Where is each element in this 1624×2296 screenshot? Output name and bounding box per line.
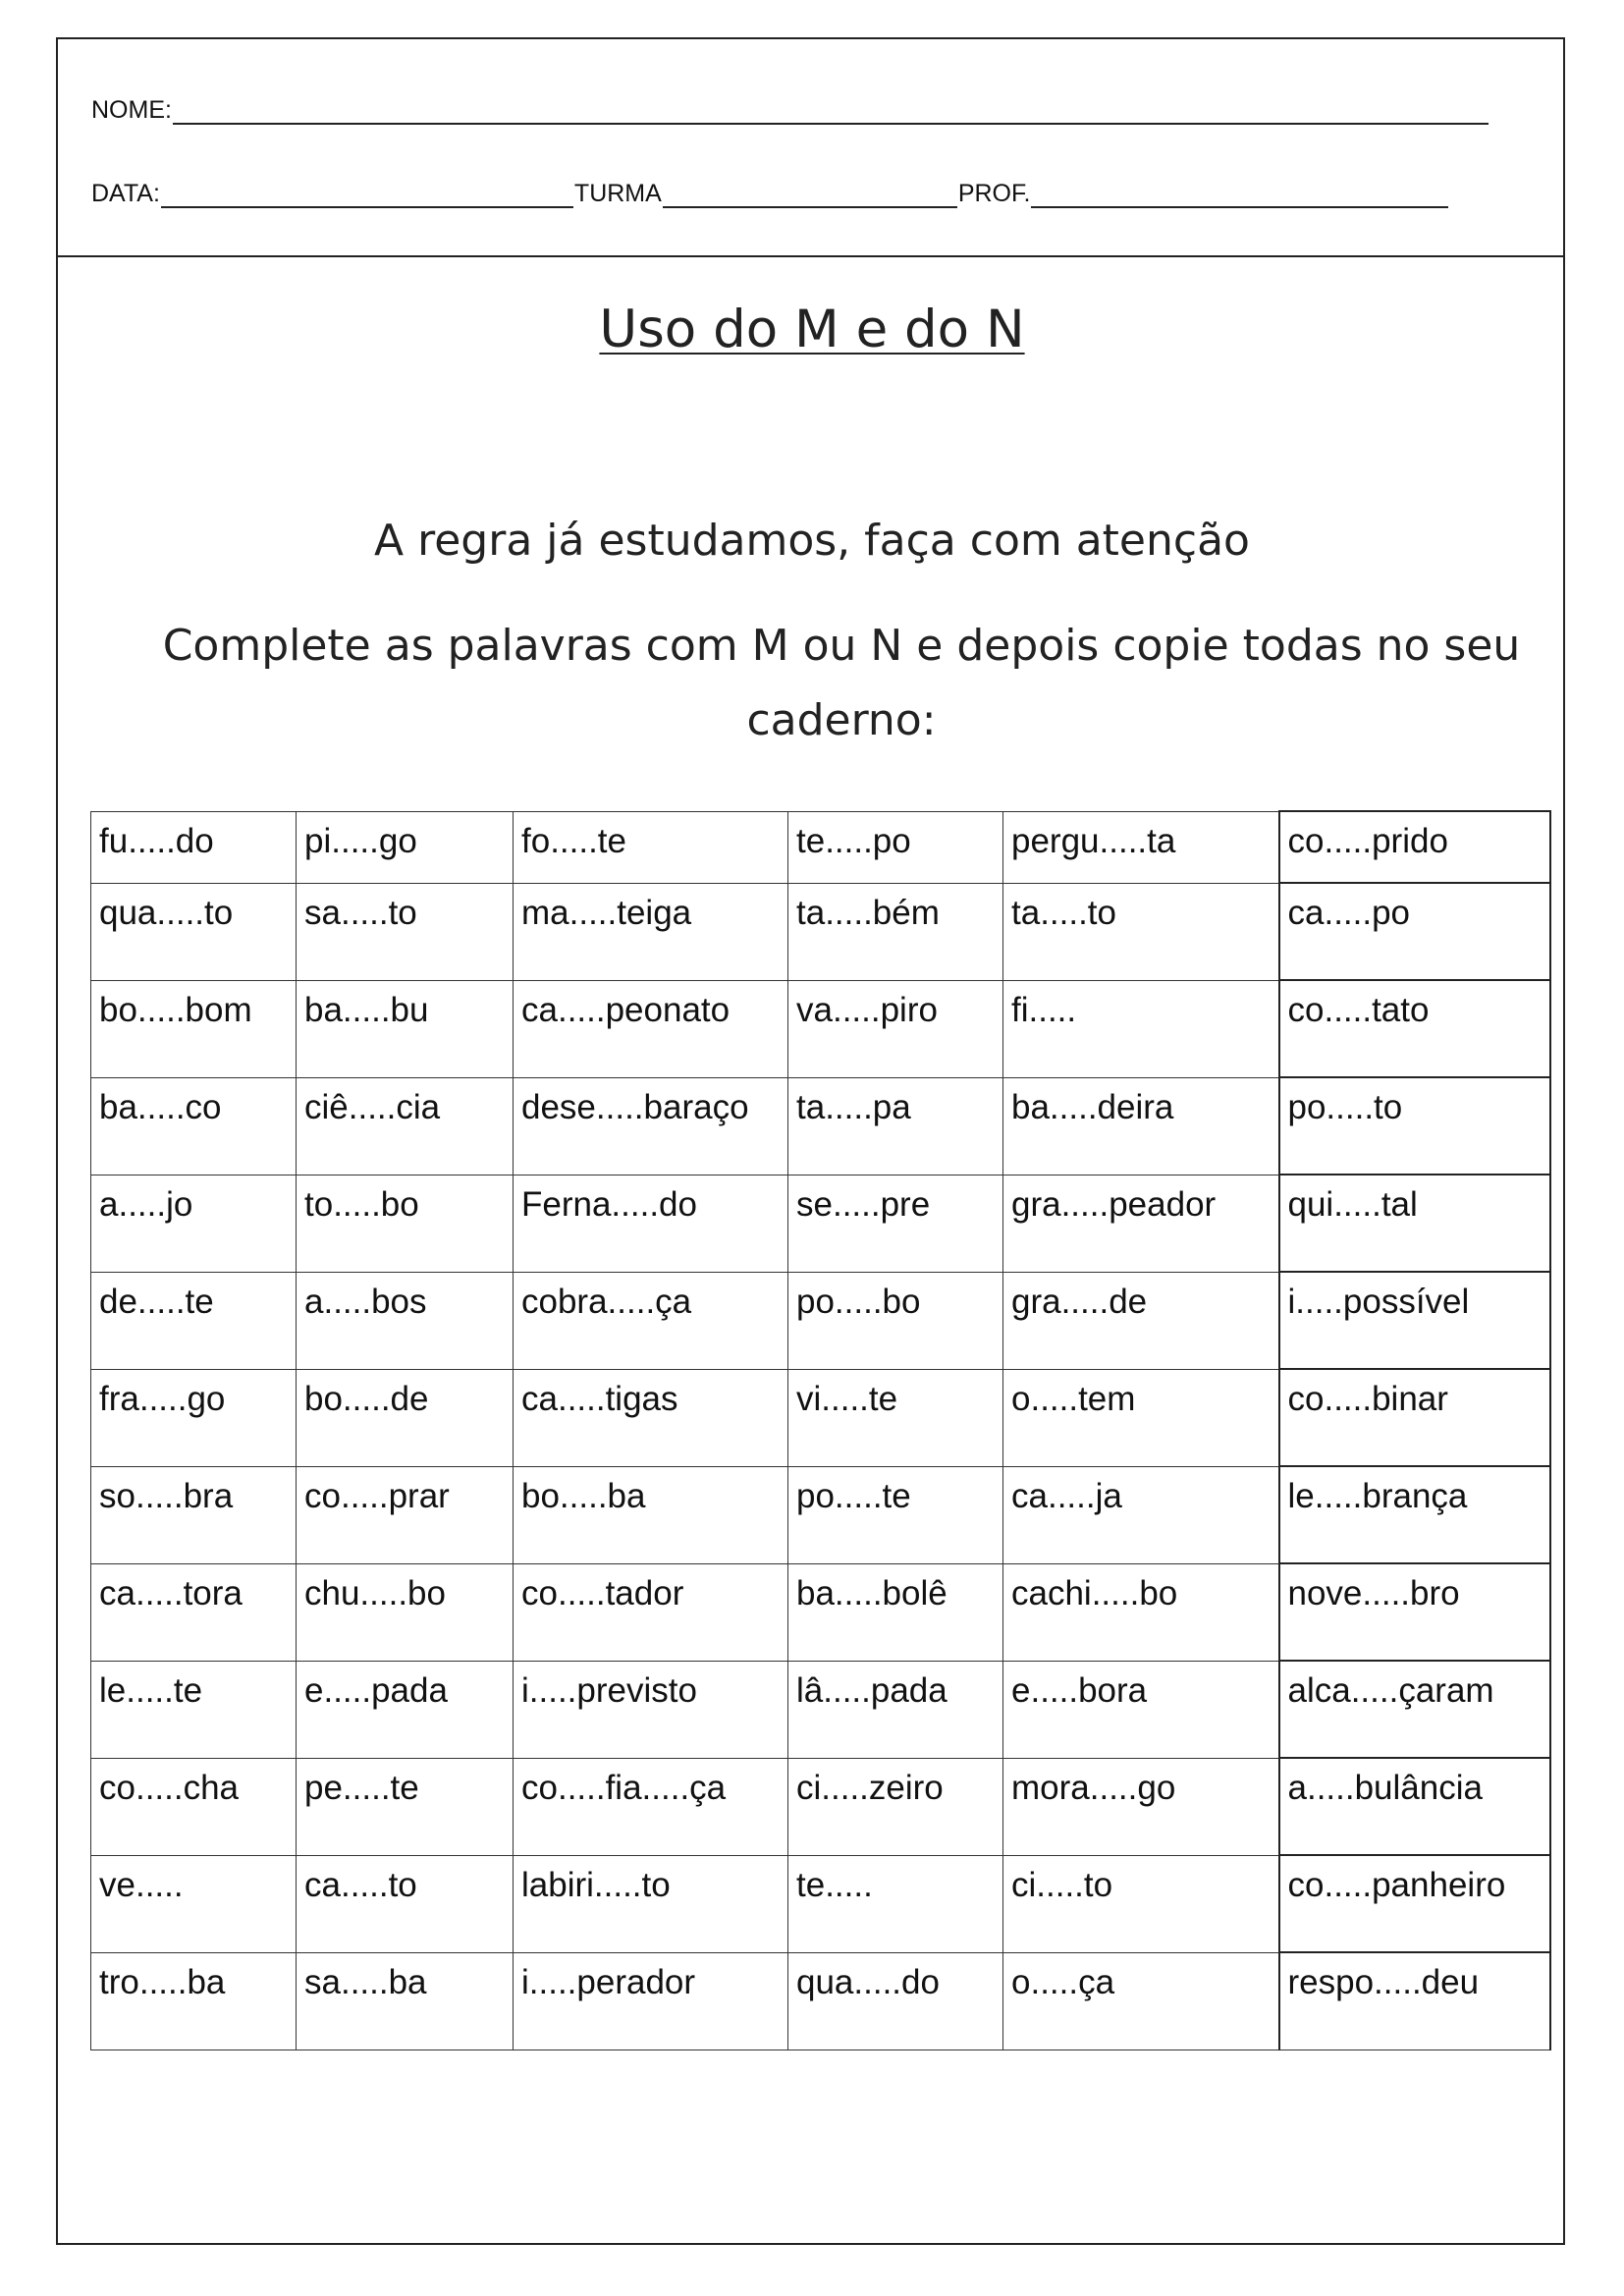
table-row xyxy=(91,1758,1550,1855)
word-cell[interactable]: cobra.....ça xyxy=(514,1272,788,1369)
word-cell[interactable]: Ferna.....do xyxy=(514,1175,788,1272)
table-row xyxy=(91,980,1550,1077)
word-cell[interactable]: fu.....do xyxy=(91,811,297,883)
word-cell[interactable]: qua.....to xyxy=(91,883,297,980)
word-cell[interactable]: ca.....po xyxy=(1279,883,1550,980)
instruction-rule: A regra já estudamos, faça com atenção xyxy=(374,516,1250,566)
word-cell[interactable]: te.....po xyxy=(788,811,1003,883)
word-cell[interactable]: pi.....go xyxy=(297,811,514,883)
word-cell[interactable]: qui.....tal xyxy=(1279,1175,1550,1272)
name-row xyxy=(91,96,1489,125)
word-cell[interactable]: ciê.....cia xyxy=(297,1077,514,1175)
word-cell[interactable]: co.....tador xyxy=(514,1563,788,1661)
word-cell[interactable]: o.....tem xyxy=(1003,1369,1279,1466)
word-cell[interactable]: tro.....ba xyxy=(91,1952,297,2050)
word-cell[interactable]: ma.....teiga xyxy=(514,883,788,980)
table-row xyxy=(91,1855,1550,1952)
name-label: NOME: xyxy=(91,96,172,124)
word-cell[interactable]: va.....piro xyxy=(788,980,1003,1077)
word-cell[interactable]: e.....bora xyxy=(1003,1661,1279,1758)
word-cell[interactable]: ci.....zeiro xyxy=(788,1758,1003,1855)
word-cell[interactable]: co.....panheiro xyxy=(1279,1855,1550,1952)
word-cell[interactable]: sa.....to xyxy=(297,883,514,980)
word-cell[interactable]: alca.....çaram xyxy=(1279,1661,1550,1758)
word-cell[interactable]: le.....te xyxy=(91,1661,297,1758)
word-cell[interactable]: fi..... xyxy=(1003,980,1279,1077)
table-row xyxy=(91,811,1550,883)
table-row xyxy=(91,1272,1550,1369)
word-cell[interactable]: so.....bra xyxy=(91,1466,297,1563)
word-cell[interactable]: ta.....pa xyxy=(788,1077,1003,1175)
word-cell[interactable]: ca.....tigas xyxy=(514,1369,788,1466)
word-cell[interactable]: co.....fia.....ça xyxy=(514,1758,788,1855)
word-cell[interactable]: i.....previsto xyxy=(514,1661,788,1758)
student-info-header xyxy=(58,39,1563,257)
word-cell[interactable]: fo.....te xyxy=(514,811,788,883)
class-label: TURMA xyxy=(573,180,662,207)
word-cell[interactable]: bo.....de xyxy=(297,1369,514,1466)
word-cell[interactable]: co.....prar xyxy=(297,1466,514,1563)
date-label: DATA: xyxy=(91,180,160,207)
word-cell[interactable]: te..... xyxy=(788,1855,1003,1952)
table-row xyxy=(91,1369,1550,1466)
word-cell[interactable]: ca.....peonato xyxy=(514,980,788,1077)
word-cell[interactable]: po.....bo xyxy=(788,1272,1003,1369)
word-cell[interactable]: co.....tato xyxy=(1279,980,1550,1077)
word-cell[interactable]: mora.....go xyxy=(1003,1758,1279,1855)
word-cell[interactable]: ba.....co xyxy=(91,1077,297,1175)
table-row xyxy=(91,1175,1550,1272)
word-table xyxy=(90,810,1551,2050)
word-cell[interactable]: se.....pre xyxy=(788,1175,1003,1272)
date-class-teacher-row xyxy=(91,180,1449,208)
instruction-complete: Complete as palavras com M ou N e depois copie todas no seu caderno: xyxy=(162,621,1521,745)
word-cell[interactable]: pergu.....ta xyxy=(1003,811,1279,883)
teacher-field[interactable] xyxy=(1031,185,1448,208)
name-field[interactable] xyxy=(173,101,1489,125)
word-cell[interactable]: ca.....to xyxy=(297,1855,514,1952)
word-cell[interactable]: le.....brança xyxy=(1279,1466,1550,1563)
word-cell[interactable]: nove.....bro xyxy=(1279,1563,1550,1661)
table-row xyxy=(91,1466,1550,1563)
word-cell[interactable]: a.....bos xyxy=(297,1272,514,1369)
word-cell[interactable]: bo.....ba xyxy=(514,1466,788,1563)
word-cell[interactable]: sa.....ba xyxy=(297,1952,514,2050)
table-row xyxy=(91,1661,1550,1758)
word-cell[interactable]: a.....jo xyxy=(91,1175,297,1272)
word-cell[interactable]: po.....te xyxy=(788,1466,1003,1563)
word-cell[interactable]: ta.....bém xyxy=(788,883,1003,980)
word-cell[interactable]: ci.....to xyxy=(1003,1855,1279,1952)
word-cell[interactable]: chu.....bo xyxy=(297,1563,514,1661)
word-cell[interactable]: ca.....tora xyxy=(91,1563,297,1661)
word-cell[interactable]: ba.....bolê xyxy=(788,1563,1003,1661)
word-cell[interactable]: gra.....peador xyxy=(1003,1175,1279,1272)
word-cell[interactable]: cachi.....bo xyxy=(1003,1563,1279,1661)
word-cell[interactable]: qua.....do xyxy=(788,1952,1003,2050)
class-field[interactable] xyxy=(663,185,957,208)
word-cell[interactable]: ba.....bu xyxy=(297,980,514,1077)
word-cell[interactable]: labiri.....to xyxy=(514,1855,788,1952)
word-cell[interactable]: o.....ça xyxy=(1003,1952,1279,2050)
page-title: Uso do M e do N xyxy=(599,300,1025,359)
table-row xyxy=(91,1563,1550,1661)
date-field[interactable] xyxy=(161,185,573,208)
word-cell[interactable]: pe.....te xyxy=(297,1758,514,1855)
word-cell[interactable]: lâ.....pada xyxy=(788,1661,1003,1758)
word-cell[interactable]: to.....bo xyxy=(297,1175,514,1272)
word-cell[interactable]: a.....bulância xyxy=(1279,1758,1550,1855)
word-cell[interactable]: ca.....ja xyxy=(1003,1466,1279,1563)
word-cell[interactable]: de.....te xyxy=(91,1272,297,1369)
word-cell[interactable]: ve..... xyxy=(91,1855,297,1952)
word-cell[interactable]: ba.....deira xyxy=(1003,1077,1279,1175)
word-cell[interactable]: bo.....bom xyxy=(91,980,297,1077)
word-cell[interactable]: vi.....te xyxy=(788,1369,1003,1466)
word-cell[interactable]: co.....binar xyxy=(1279,1369,1550,1466)
word-cell[interactable]: fra.....go xyxy=(91,1369,297,1466)
table-row xyxy=(91,1952,1550,2050)
word-cell[interactable]: dese.....baraço xyxy=(514,1077,788,1175)
word-cell[interactable]: co.....prido xyxy=(1279,811,1550,883)
word-cell[interactable]: e.....pada xyxy=(297,1661,514,1758)
word-cell[interactable]: ta.....to xyxy=(1003,883,1279,980)
word-cell[interactable]: gra.....de xyxy=(1003,1272,1279,1369)
word-cell[interactable]: respo.....deu xyxy=(1279,1952,1550,2050)
table-row xyxy=(91,883,1550,980)
teacher-label: PROF. xyxy=(957,180,1031,207)
word-cell[interactable]: co.....cha xyxy=(91,1758,297,1855)
table-row xyxy=(91,1077,1550,1175)
word-cell[interactable]: i.....perador xyxy=(514,1952,788,2050)
word-cell[interactable]: i.....possível xyxy=(1279,1272,1550,1369)
word-cell[interactable]: po.....to xyxy=(1279,1077,1550,1175)
